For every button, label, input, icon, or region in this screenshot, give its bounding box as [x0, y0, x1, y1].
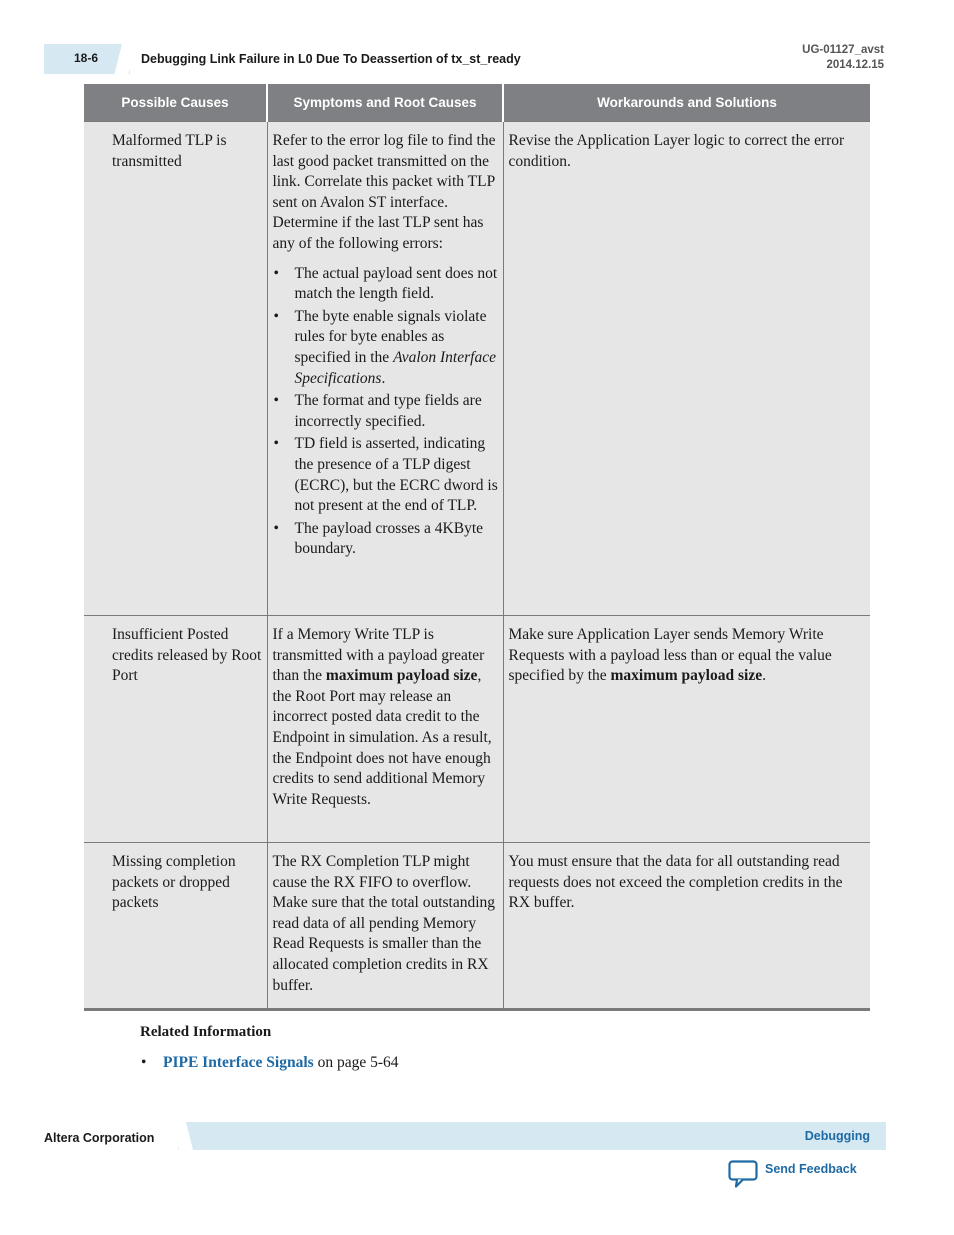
table-row [84, 122, 870, 616]
solution-text: Revise the Application Layer logic to correct the error condition. [508, 132, 845, 170]
send-feedback-link[interactable]: Send Feedback [765, 1162, 857, 1176]
table-row [84, 616, 870, 843]
company-name: Altera Corporation [44, 1131, 155, 1145]
symptom-text-post: , the Root Port may release an incorrect posted data credit to the Endpoint in simulation. As a result, the Endpoint does not have enough credits to send additional Memory Write Requests. [272, 667, 492, 808]
doc-id-code: UG-01127_avst [802, 44, 884, 56]
page-number: 18-6 [74, 51, 99, 65]
speech-bubble-icon[interactable] [728, 1160, 758, 1188]
cause-cell [84, 122, 267, 616]
symptom-cell [267, 616, 503, 843]
col-header-workarounds: Workarounds and Solutions [503, 84, 870, 122]
solution-text-pre: Make sure Application Layer sends Memory Write Requests with a payload less than or equal the value specified by the [508, 626, 832, 685]
solution-text-post: . [762, 667, 766, 685]
cause-text: Malformed TLP is transmitted [112, 132, 227, 170]
cause-cell [84, 616, 267, 843]
solution-cell [503, 843, 870, 1010]
causes-table [84, 84, 870, 1011]
table-row [84, 843, 870, 1010]
cause-text: Missing completion packets or dropped packets [112, 853, 236, 912]
list-item: • The actual payload sent does not match the length field. [295, 264, 499, 305]
table-header-row [84, 84, 870, 122]
spec-title: Avalon Interface Specifications [294, 348, 496, 387]
list-item: • TD field is asserted, indicating the presence of a TLP digest (ECRC), but the ECRC dword is not present at the end of TLP. [295, 434, 499, 516]
section-link[interactable]: Debugging [804, 1129, 870, 1143]
symptom-text-pre: If a Memory Write TLP is transmitted with a payload greater than the [272, 626, 485, 685]
list-item [295, 307, 499, 389]
cause-text: Insufficient Posted credits released by Root Port [112, 626, 262, 685]
col-header-symptoms: Symptoms and Root Causes [267, 84, 503, 122]
cause-cell [84, 843, 267, 1010]
symptom-text: The RX Completion TLP might cause the RX FIFO to overflow. Make sure that the total outstanding read data of all pending Memory Read Requests is smaller than the allocated completion credits in RX buffer. [272, 853, 496, 994]
error-list [273, 264, 499, 560]
symptom-text [273, 625, 499, 810]
solution-text [509, 625, 867, 687]
bullet-text: The byte enable signals violate rules for byte enables as specified in the [294, 307, 487, 366]
bullet-punct: . [381, 369, 386, 387]
document-id [802, 43, 884, 73]
related-page-ref: on page 5-64 [313, 1054, 399, 1071]
related-info-heading: Related Information [140, 1024, 272, 1040]
pipe-interface-signals-link[interactable]: PIPE Interface Signals [163, 1054, 314, 1071]
related-info-item [163, 1054, 398, 1072]
solution-text: You must ensure that the data for all outstanding read requests does not exceed the completion credits in the RX buffer. [508, 853, 843, 912]
page-title: Debugging Link Failure in L0 Due To Deassertion of tx_st_ready [141, 52, 521, 66]
symptom-bold-term: maximum payload size [325, 667, 478, 685]
symptom-cell [267, 122, 503, 616]
symptom-cell [267, 843, 503, 1010]
list-item: • The format and type fields are incorrectly specified. [295, 391, 499, 432]
symptom-intro: Refer to the error log file to find the last good packet transmitted on the link. Correlate this packet with TLP sent on Avalon ST interface. Determine if the last TLP sent has any of the following errors: [272, 132, 496, 252]
solution-cell [503, 122, 870, 616]
footer-band [178, 1122, 886, 1150]
solution-bold-term: maximum payload size [610, 667, 763, 685]
doc-date: 2014.12.15 [826, 59, 884, 71]
col-header-causes: Possible Causes [84, 84, 267, 122]
solution-cell [503, 616, 870, 843]
list-item: • The payload crosses a 4KByte boundary. [295, 519, 499, 560]
